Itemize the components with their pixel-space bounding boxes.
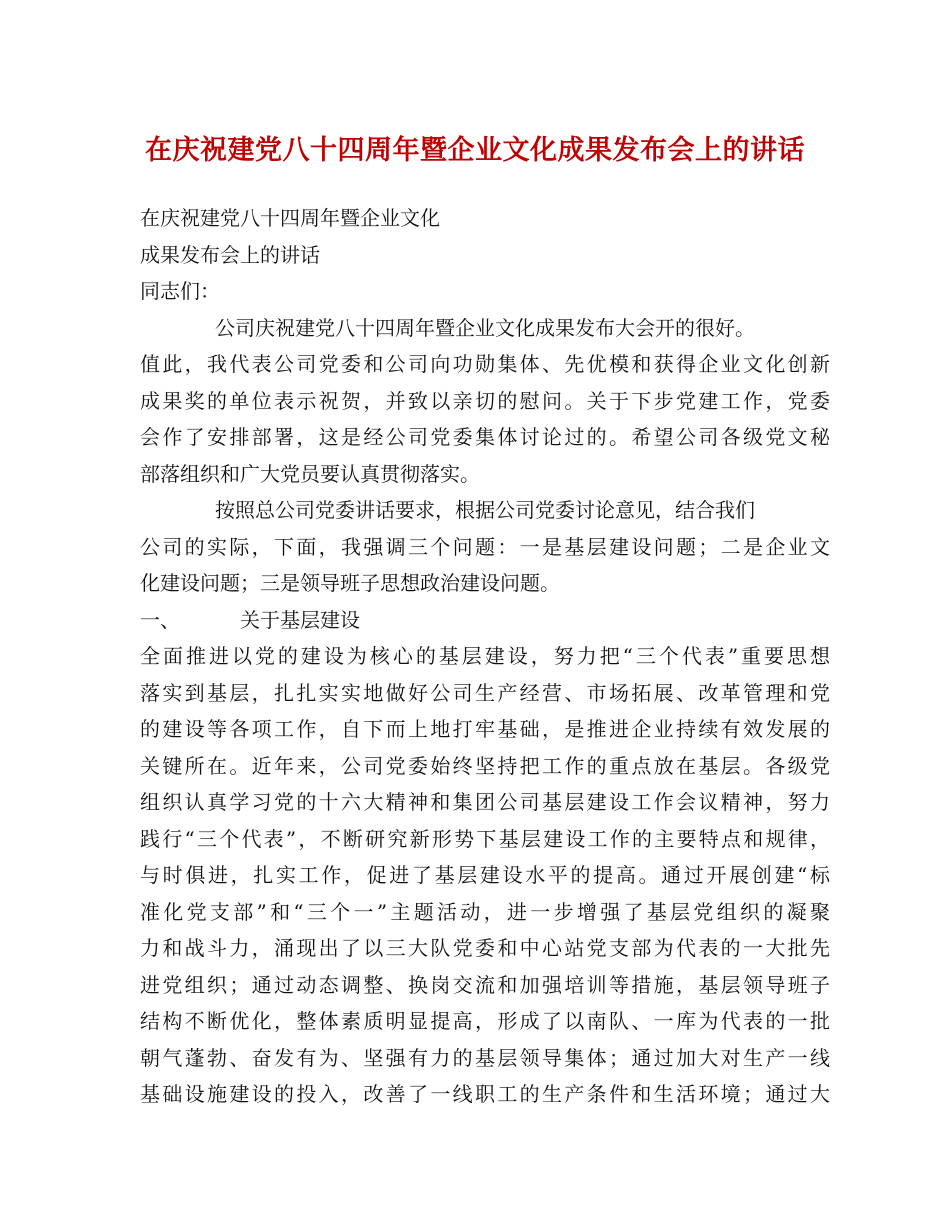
paragraph-line: 践行“三个代表”，不断研究新形势下基层建设工作的主要特点和规律， [140, 826, 830, 851]
section-number: 一、 [140, 607, 180, 632]
paragraph-line: 与时俱进，扎实工作，促进了基层建设水平的提高。通过开展创建“标 [140, 863, 830, 887]
document-title: 在庆祝建党八十四周年暨企业文化成果发布会上的讲话 [145, 135, 805, 166]
paragraph-line: 全面推进以党的建设为核心的基层建设，努力把“三个代表”重要思想 [140, 644, 830, 668]
salutation: 同志们： [140, 279, 220, 303]
section-title: 关于基层建设 [240, 607, 360, 632]
paragraph-line: 的建设等各项工作，自下而上地打牢基础，是推进企业持续有效发展的 [140, 717, 830, 741]
paragraph-line: 组织认真学习党的十六大精神和集团公司基层建设工作会议精神，努力 [140, 790, 830, 814]
paragraph-line: 力和战斗力，涌现出了以三大队党委和中心站党支部为代表的一大批先 [140, 936, 830, 960]
paragraph-line: 按照总公司党委讲话要求，根据公司党委讨论意见，结合我们 [215, 498, 755, 522]
paragraph-line: 成果奖的单位表示祝贺，并致以亲切的慰问。关于下步党建工作，党委 [140, 388, 830, 413]
paragraph-line: 值此，我代表公司党委和公司向功勋集体、先优模和获得企业文化创新 [140, 352, 830, 376]
subtitle-line: 成果发布会上的讲话 [140, 242, 320, 267]
paragraph-line: 朝气蓬勃、奋发有为、坚强有力的基层领导集体；通过加大对生产一线 [140, 1045, 830, 1070]
paragraph-line: 结构不断优化，整体素质明显提高，形成了以南队、一库为代表的一批 [140, 1009, 830, 1033]
section-heading [140, 602, 830, 639]
paragraph-line: 准化党支部”和“三个一”主题活动，进一步增强了基层党组织的凝聚 [140, 899, 830, 924]
document-body [140, 200, 830, 1113]
paragraph-line: 公司的实际，下面，我强调三个问题：一是基层建设问题；二是企业文 [140, 534, 830, 559]
paragraph-line: 关键所在。近年来，公司党委始终坚持把工作的重点放在基层。各级党 [140, 753, 830, 778]
paragraph-line: 化建设问题；三是领导班子思想政治建设问题。 [140, 571, 560, 595]
paragraph-line: 落实到基层，扎扎实实地做好公司生产经营、市场拓展、改革管理和党 [140, 680, 830, 705]
paragraph-line: 进党组织；通过动态调整、换岗交流和加强培训等措施，基层领导班子 [140, 972, 830, 997]
paragraph-line: 基础设施建设的投入，改善了一线职工的生产条件和生活环境；通过大 [140, 1082, 830, 1106]
paragraph-line: 部落组织和广大党员要认真贯彻落实。 [140, 461, 480, 486]
subtitle-line: 在庆祝建党八十四周年暨企业文化 [140, 206, 440, 230]
paragraph-line: 公司庆祝建党八十四周年暨企业文化成果发布大会开的很好。 [215, 315, 755, 340]
paragraph-line: 会作了安排部署，这是经公司党委集体讨论过的。希望公司各级党文秘 [140, 425, 830, 449]
